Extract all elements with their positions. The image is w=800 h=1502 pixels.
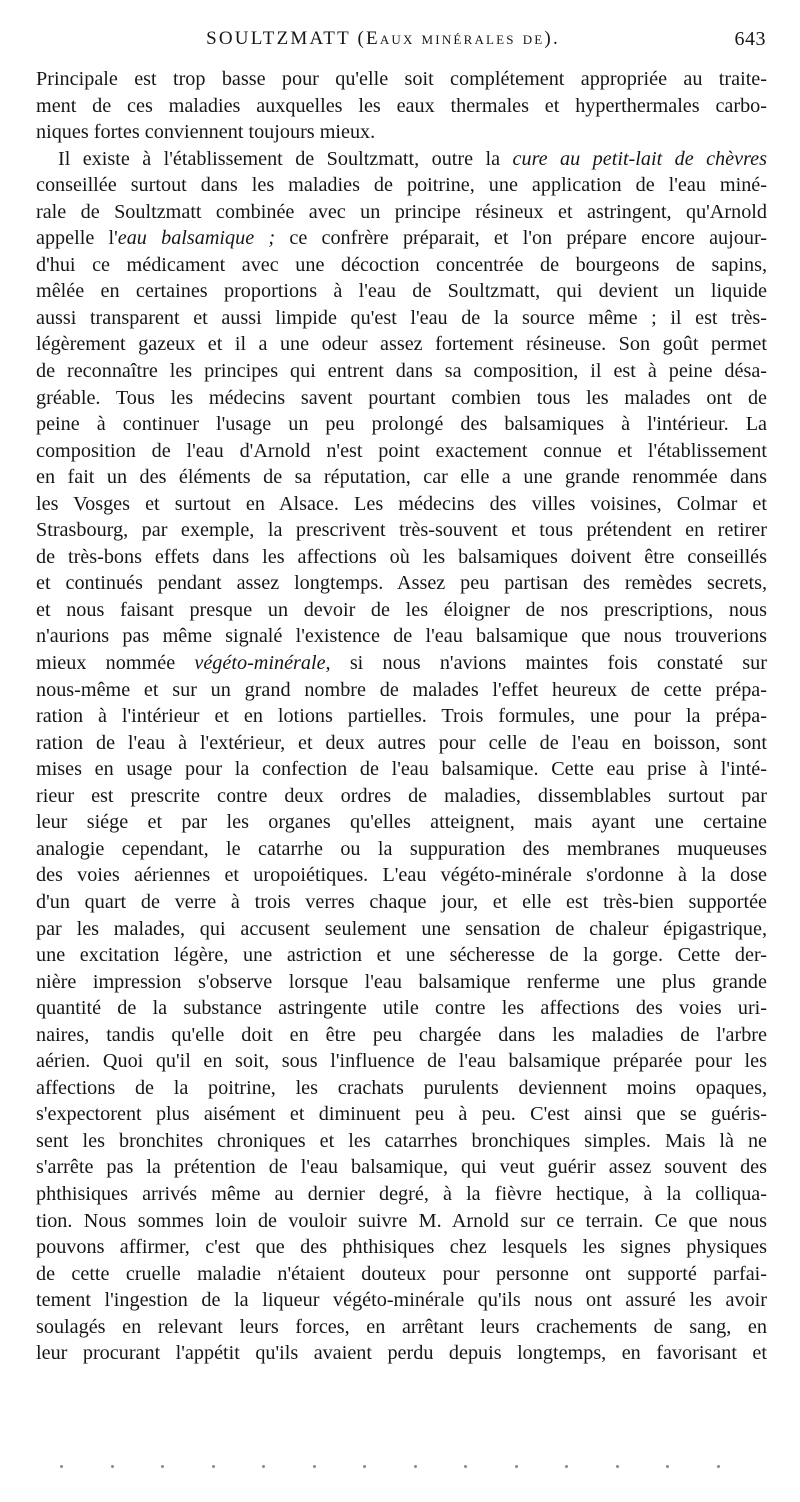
text-line: nière impression s'observe lorsque l'eau balsamique renferme une plus grande bbox=[36, 970, 767, 993]
speck bbox=[111, 1465, 114, 1468]
text-line: tion. Nous sommes loin de vouloir suivre M. Arnold sur ce terrain. Ce que nous bbox=[36, 1209, 767, 1232]
text-line: leur procurant l'appétit qu'ils avaient perdu depuis longtemps, en favorisant et bbox=[36, 1342, 767, 1365]
text-line: tement l'ingestion de la liqueur végéto-minérale qu'ils nous ont assuré les avoir bbox=[36, 1289, 767, 1312]
speck bbox=[717, 1465, 720, 1468]
text-line: de très-bons effets dans les affections où les balsamiques doivent être conseillés bbox=[36, 545, 767, 568]
text-line: ment de ces maladies auxquelles les eaux thermales et hyperthermales carbo- bbox=[36, 94, 767, 117]
text-line: Strasbourg, par exemple, la prescrivent très-souvent et tous prétendent en retirer bbox=[36, 519, 767, 542]
text-line: phthisiques arrivés même au dernier degré, à la fièvre hectique, à la colliqua- bbox=[36, 1182, 767, 1205]
speck bbox=[515, 1465, 518, 1468]
italic-term: végéto-minérale, bbox=[194, 652, 331, 675]
text-line: nous-même et sur un grand nombre de malades l'effet heureux de cette prépa- bbox=[36, 678, 767, 701]
italic-term: eau balsamique ; bbox=[117, 227, 276, 250]
speck bbox=[565, 1465, 568, 1468]
text-line: n'aurions pas même signalé l'existence de l'eau balsamique que nous trouverions bbox=[36, 625, 767, 648]
text-line: ration de l'eau à l'extérieur, et deux autres pour celle de l'eau en boisson, sont bbox=[36, 731, 767, 754]
text-line: en fait un des éléments de sa réputation, car elle a une grande renommée dans bbox=[36, 466, 767, 489]
text-line: niques fortes conviennent toujours mieux. bbox=[36, 121, 376, 144]
text-line: d'hui ce médicament avec une décoction concentrée de bourgeons de sapins, bbox=[36, 253, 767, 276]
text-line: aussi transparent et aussi limpide qu'est l'eau de la source même ; il est très- bbox=[36, 306, 767, 329]
text-line: et continués pendant assez longtemps. Assez peu partisan des remèdes secrets, bbox=[36, 572, 767, 595]
text-line: leur siége et par les organes qu'elles atteignent, mais ayant une certaine bbox=[36, 811, 767, 834]
speck bbox=[414, 1465, 417, 1468]
text-line: sent les bronchites chroniques et les catarrhes bronchiques simples. Mais là ne bbox=[36, 1129, 767, 1152]
speck bbox=[313, 1465, 316, 1468]
text-line: et nous faisant presque un devoir de les éloigner de nos prescriptions, nous bbox=[36, 598, 767, 621]
text-line bbox=[36, 146, 767, 173]
footer-specks bbox=[60, 1456, 720, 1476]
speck bbox=[666, 1465, 669, 1468]
speck bbox=[212, 1465, 215, 1468]
text-line: s'arrête pas la prétention de l'eau balsamique, qui veut guérir assez souvent des bbox=[36, 1156, 767, 1179]
text-line bbox=[36, 225, 767, 252]
speck bbox=[464, 1465, 467, 1468]
text-line: conseillée surtout dans les maladies de poitrine, une application de l'eau miné- bbox=[36, 174, 767, 197]
italic-term: cure au petit-lait de chèvres bbox=[512, 147, 767, 170]
text-run: mieux nommée bbox=[36, 652, 195, 675]
speck bbox=[262, 1465, 265, 1468]
text-line: quantité de la substance astringente utile contre les affections des voies uri- bbox=[36, 997, 767, 1020]
running-title: SOULTZMATT (Eaux minérales de). bbox=[206, 28, 560, 49]
text-line: peine à continuer l'usage un peu prolongé des balsamiques à l'intérieur. La bbox=[36, 413, 767, 436]
text-line: les Vosges et surtout en Alsace. Les médecins des villes voisines, Colmar et bbox=[36, 492, 767, 515]
speck bbox=[363, 1465, 366, 1468]
text-line: aérien. Quoi qu'il en soit, sous l'influence de l'eau balsamique préparée pour les bbox=[36, 1050, 767, 1073]
text-line: composition de l'eau d'Arnold n'est point exactement connue et l'établissement bbox=[36, 439, 767, 462]
speck bbox=[616, 1465, 619, 1468]
text-line: rale de Soultzmatt combinée avec un principe résineux et astringent, qu'Arnold bbox=[36, 200, 767, 223]
text-run: ce confrère préparait, et l'on prépare encore aujour- bbox=[275, 227, 767, 250]
text-line: d'un quart de verre à trois verres chaque jour, et elle est très-bien supportée bbox=[36, 890, 767, 913]
text-line: mêlée en certaines proportions à l'eau de Soultzmatt, qui devient un liquide bbox=[36, 280, 767, 303]
speck bbox=[161, 1465, 164, 1468]
body-text bbox=[36, 66, 767, 1367]
text-line: naires, tandis qu'elle doit en être peu chargée dans les maladies de l'arbre bbox=[36, 1023, 767, 1046]
text-run: appelle l' bbox=[36, 227, 118, 250]
text-line: gréable. Tous les médecins savent pourtant combien tous les malades ont de bbox=[36, 386, 767, 409]
text-line: par les malades, qui accusent seulement une sensation de chaleur épigastrique, bbox=[36, 917, 767, 940]
text-line: soulagés en relevant leurs forces, en arrêtant leurs crachements de sang, en bbox=[36, 1315, 767, 1338]
text-line: des voies aériennes et uropoiétiques. L'eau végéto-minérale s'ordonne à la dose bbox=[36, 864, 767, 887]
text-line: affections de la poitrine, les crachats purulents deviennent moins opaques, bbox=[36, 1076, 767, 1099]
text-line: mises en usage pour la confection de l'eau balsamique. Cette eau prise à l'inté- bbox=[36, 758, 767, 781]
text-line bbox=[36, 650, 767, 677]
text-line: Principale est trop basse pour qu'elle soit complétement appropriée au traite- bbox=[36, 68, 767, 90]
text-run: si nous n'avions maintes fois constaté sur bbox=[330, 652, 767, 675]
text-line: rieur est prescrite contre deux ordres de maladies, dissemblables surtout par bbox=[36, 784, 767, 807]
text-line: ration à l'intérieur et en lotions partielles. Trois formules, une pour la prépa- bbox=[36, 705, 767, 728]
running-head bbox=[36, 28, 766, 54]
text-line: légèrement gazeux et il a une odeur assez fortement résineuse. Son goût permet bbox=[36, 333, 767, 356]
text-line: de reconnaître les principes qui entrent dans sa composition, il est à peine désa- bbox=[36, 360, 767, 383]
text-line: s'expectorent plus aisément et diminuent peu à peu. C'est ainsi que se guéris- bbox=[36, 1103, 767, 1126]
speck bbox=[60, 1465, 63, 1468]
text-line: pouvons affirmer, c'est que des phthisiques chez lesquels les signes physiques bbox=[36, 1236, 767, 1259]
text-run: Il existe à l'établissement de Soultzmatt, outre la bbox=[58, 147, 513, 170]
page-number: 643 bbox=[734, 28, 766, 50]
text-line: de cette cruelle maladie n'étaient douteux pour personne ont supporté parfai- bbox=[36, 1262, 767, 1285]
text-line: analogie cependant, le catarrhe ou la suppuration des membranes muqueuses bbox=[36, 837, 767, 860]
text-line: une excitation légère, une astriction et une sécheresse de la gorge. Cette der- bbox=[36, 944, 767, 967]
